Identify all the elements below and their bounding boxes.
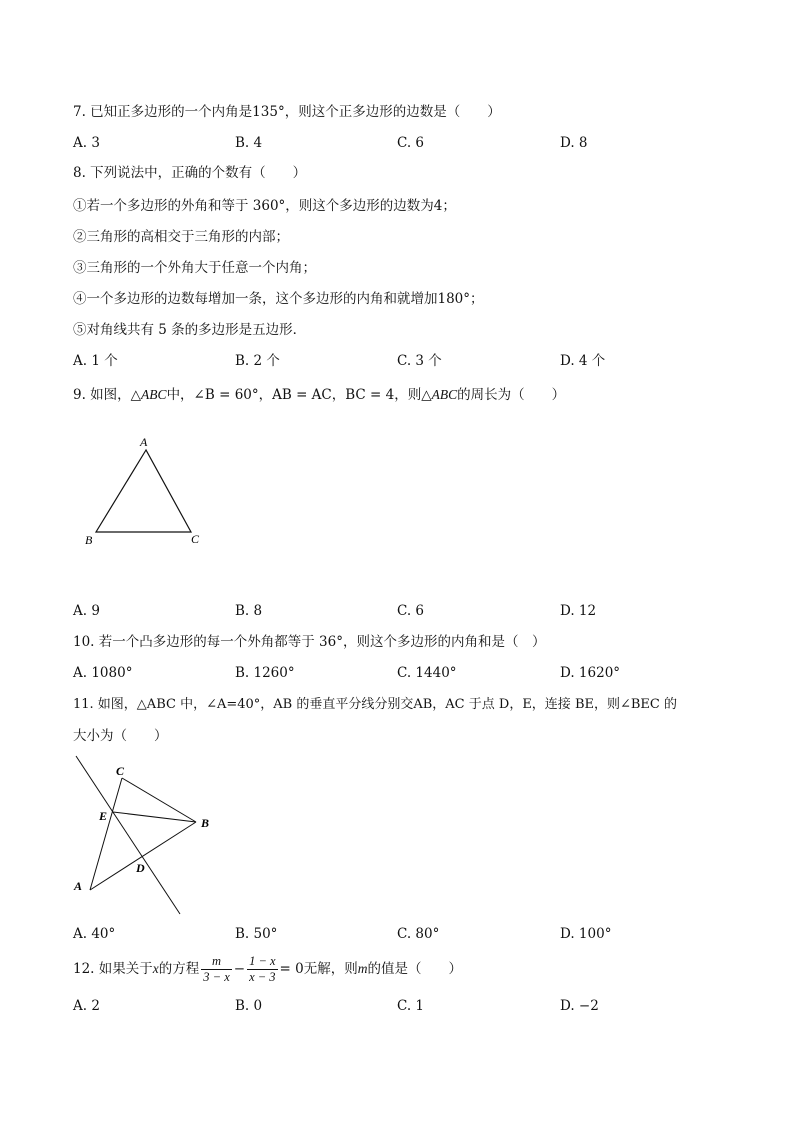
segment-ac [90,778,122,890]
q7-option-a: A. 3 [73,135,100,151]
q11-option-b: B. 50° [235,926,278,942]
q9-triangle-figure [80,430,210,550]
q9-option-b: B. 8 [235,603,263,619]
q12-option-c: C. 1 [397,998,425,1014]
q9-stem [73,386,565,404]
q10-option-c: C. 1440° [397,665,457,681]
label-a: A [74,879,83,893]
q8-stem: 8. 下列说法中，正确的个数有（ ） [73,165,307,181]
q12-var-x: x [152,961,159,976]
label-d: D [136,861,145,875]
q7-stem: 7. 已知正多边形的一个内角是135°，则这个正多边形的边数是（ ） [73,104,501,120]
q12-frac2-numerator: 1 − x [249,954,276,968]
q9-prefix: 9. 如图， [73,387,131,403]
q12-frac1-denominator: 3 − x [203,970,230,984]
q12-frac2-denominator: x − 3 [249,970,276,984]
q12-mid2: 无解，则 [303,961,358,977]
q11-option-a: A. 40° [73,926,116,942]
q10-option-a: A. 1080° [73,665,133,681]
q12-option-a: A. 2 [73,998,100,1014]
label-a: A [140,435,148,449]
segment-ab [90,822,196,890]
q12-stem [73,950,462,988]
q11-option-c: C. 80° [397,926,440,942]
q12-fraction-2 [247,954,277,985]
q7-option-b: B. 4 [235,135,263,151]
q9-suffix: 的周长为（ ） [457,387,566,403]
q12-option-b: B. 0 [235,998,263,1014]
q8-statement-4: ④一个多边形的边数每增加一条，这个多边形的内角和就增加180°； [73,291,484,307]
q11-stem-line1: 11. 如图，△ABC 中，∠A=40°，AB 的垂直平分线分别交AB，AC 于点 D，E，连接 BE，则∠BEC 的 [73,697,677,712]
q8-option-a: A. 1 个 [73,353,118,369]
q11-stem-line2: 大小为（ ） [73,728,168,744]
q11-figure [70,752,230,922]
q8-option-c: C. 3 个 [397,353,442,369]
triangle-abc [96,450,191,532]
label-c: C [116,764,125,778]
q8-option-d: D. 4 个 [560,353,606,369]
q12-option-d: D. −2 [560,998,599,1014]
label-b: B [201,816,210,830]
q10-stem: 10. 若一个凸多边形的每一个外角都等于 36°，则这个多边形的内角和是（ ） [73,634,546,650]
q12-fraction-1 [201,954,231,985]
q12-frac1-numerator: m [201,954,231,970]
label-e: E [99,809,108,823]
label-c: C [191,532,200,546]
label-b: B [85,533,93,547]
q7-option-d: D. 8 [560,135,588,151]
q9-option-a: A. 9 [73,603,100,619]
q12-mid1: 的方程 [158,961,200,977]
segment-cb [122,778,196,822]
q7-option-c: C. 6 [397,135,425,151]
q12-equals: = 0 [279,961,304,977]
q8-statement-5: ⑤对角线共有 5 条的多边形是五边形． [73,322,307,338]
q8-statement-1: ①若一个多边形的外角和等于 360°，则这个多边形的边数为4； [73,198,456,214]
perpendicular-bisector [76,756,180,914]
q10-option-b: B. 1260° [235,665,295,681]
q12-suffix: 的值是（ ） [367,961,462,977]
q8-statement-3: ③三角形的一个外角大于任意一个内角； [73,260,316,276]
q10-option-d: D. 1620° [560,665,621,681]
q9-triangle-2: △ABC [421,387,458,402]
q12-minus: − [233,961,246,977]
q11-option-d: D. 100° [560,926,612,942]
segment-eb [113,812,196,822]
q12-prefix: 12. 如果关于 [73,961,153,977]
q9-middle: 中，∠B = 60°，AB = AC，BC = 4，则 [166,387,422,403]
q8-option-b: B. 2 个 [235,353,280,369]
q8-statement-2: ②三角形的高相交于三角形的内部； [73,229,289,245]
q9-triangle-1: △ABC [130,387,167,402]
q9-option-d: D. 12 [560,603,597,619]
q12-var-m: m [357,961,368,976]
q9-option-c: C. 6 [397,603,425,619]
